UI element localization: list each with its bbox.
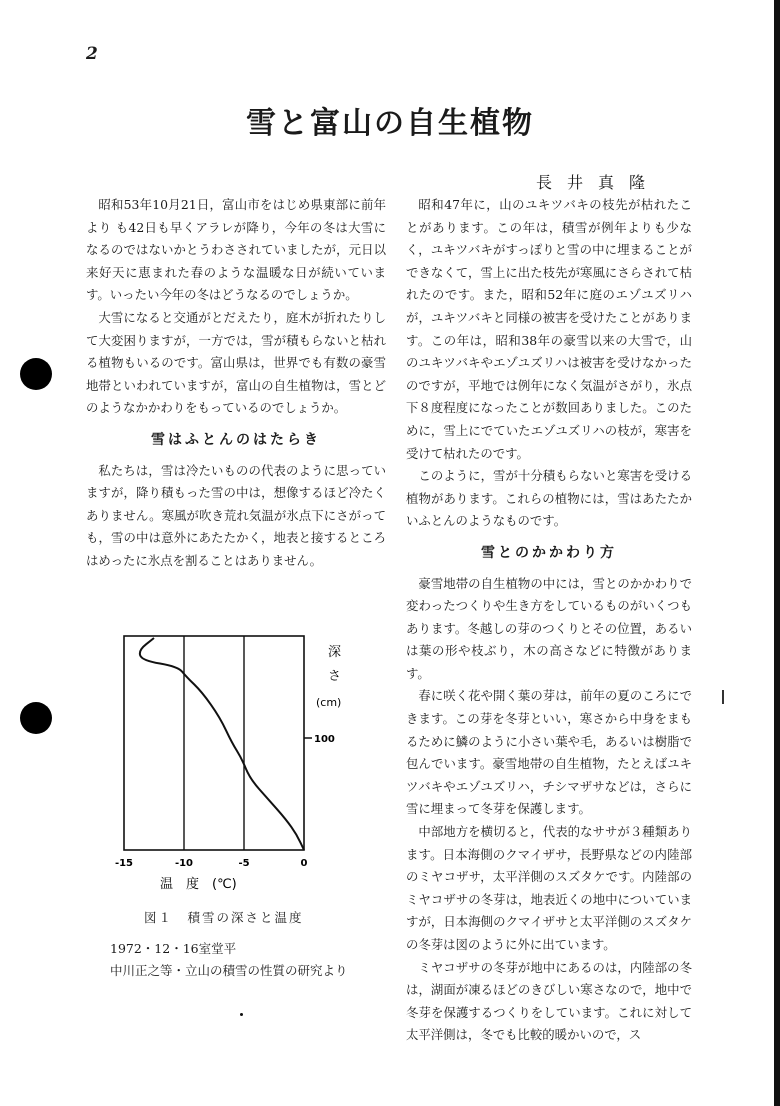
- figure-caption: 図１ 積雪の深さと温度: [144, 910, 304, 925]
- paragraph: ミヤコザサの冬芽が地中にあるのは，内陸部の冬は，湖面が凍るほどのきびしい寒さなので，地中で冬芽を保護するつくりをしています。これに対して太平洋側は，冬でも比較的暖かいので，ス: [406, 959, 692, 1043]
- x-axis-label: 温 度 (℃): [160, 877, 237, 892]
- figure-source: [110, 938, 348, 982]
- right-column: [406, 194, 692, 1047]
- x-tick-label: -15: [114, 858, 134, 869]
- source-line: 中川正之等・立山の積雪の性質の研究より: [110, 963, 348, 978]
- x-tick-label: -10: [174, 858, 194, 869]
- y-axis-label-char: さ: [328, 669, 342, 684]
- paragraph: 私たちは，雪は冷たいものの代表のように思っていますが，降り積もった雪の中は，想像するほど冷たくありません。寒風が吹き荒れ気温が氷点下にさがっても，雪の中は意外にあたたかく，地表と接するところはめったに氷点を割ることはありません。: [86, 462, 386, 568]
- scan-edge: [774, 0, 780, 1106]
- paragraph: 昭和53年10月21日，富山市をはじめ県東部に前年より も42日も早くアラレが降り，今年の冬は大雪になるのではないかとうわさされていましたが，元日以来好天に恵まれた春のような温暖な日が続いています。いったい今年の冬はどうなるのでしょうか。: [86, 197, 386, 303]
- x-tick-label: 0: [300, 858, 308, 869]
- depth-temperature-chart: [102, 626, 362, 896]
- page-title: 雪と富山の自生植物: [246, 106, 534, 141]
- left-column: [86, 194, 386, 573]
- punch-hole: [20, 358, 52, 390]
- y-axis-unit: (cm): [316, 696, 342, 709]
- source-line: 1972・12・16室堂平: [110, 941, 237, 956]
- page-number: 2: [86, 44, 98, 64]
- section-heading: 雪とのかかわり方: [481, 544, 617, 561]
- paragraph: 大雪になると交通がとだえたり，庭木が折れたりして大変困りますが，一方では，雪が積もらないと枯れる植物もいるのです。富山県は，世界でも有数の豪雪地帯といわれていますが，富山の自生植物は，雪とどのようなかかわりをもっているのでしょうか。: [86, 309, 386, 416]
- y-tick-label: 100: [314, 734, 335, 745]
- paragraph: 昭和47年に，山のユキツバキの枝先が枯れたことがあります。この年は，積雪が例年よりも少なく，ユキツバキがすっぽりと雪の中に埋まることができなくて，雪上に出た枝先が寒風にさらされて枯れたのです。また，昭和52年に庭のエゾユズリハが，ユキツバキと同様の被害を受けたことがあります。この年は，昭和38年の豪雪以来の大雪で，山のユキツバキやエゾユズリハは被害を受けなかったのですが，平地では例年になく気温がさがり，氷点下８度程度になったことが数回ありました。このために，雪上にでていたエゾユズリハの枝が，寒害を受けて枯れたのです。: [406, 197, 692, 461]
- speck: [240, 1013, 243, 1016]
- paragraph: このように，雪が十分積もらないと寒害を受ける植物があります。これらの植物には，雪はあたたかいふとんのようなものです。: [406, 468, 692, 529]
- section-heading: 雪はふとんのはたらき: [151, 431, 321, 448]
- figure-snow-depth-temperature: [102, 626, 362, 896]
- plot-frame: [124, 636, 304, 850]
- punch-hole: [20, 702, 52, 734]
- paragraph: 中部地方を横切ると，代表的なササが３種類あります。日本海側のクマイザサ，長野県などの内陸部のミヤコザサ，太平洋側のスズタケです。内陸部のミヤコザサの冬芽は，地表近くの地中についていますが，日本海側のクマイザサと太平洋側のスズタケの冬芽は図のように外に出ています。: [406, 824, 692, 952]
- series-line: [140, 638, 304, 850]
- y-axis-label-char: 深: [328, 645, 342, 660]
- x-tick-label: -5: [238, 858, 250, 869]
- author-name: 長井真隆: [536, 173, 661, 192]
- paragraph: 豪雪地帯の自生植物の中には，雪とのかかわりで変わったつくりや生き方をしているものがいくつもあります。冬越しの芽のつくりとその位置，あるいは葉の形や枝ぶり，木の高さなどに特徴があります。: [406, 575, 692, 681]
- margin-mark: [722, 690, 724, 704]
- paragraph: 春に咲く花や開く葉の芽は，前年の夏のころにできます。この芽を冬芽といい，寒さから中身をまもるために鱗のように小さい葉や毛，あるいは樹脂で包んでいます。豪雪地帯の自生植物，たとえばユキツバキやエゾユズリハ，チシマザサなどは，さらに雪に埋まって冬芽を保護します。: [406, 688, 692, 817]
